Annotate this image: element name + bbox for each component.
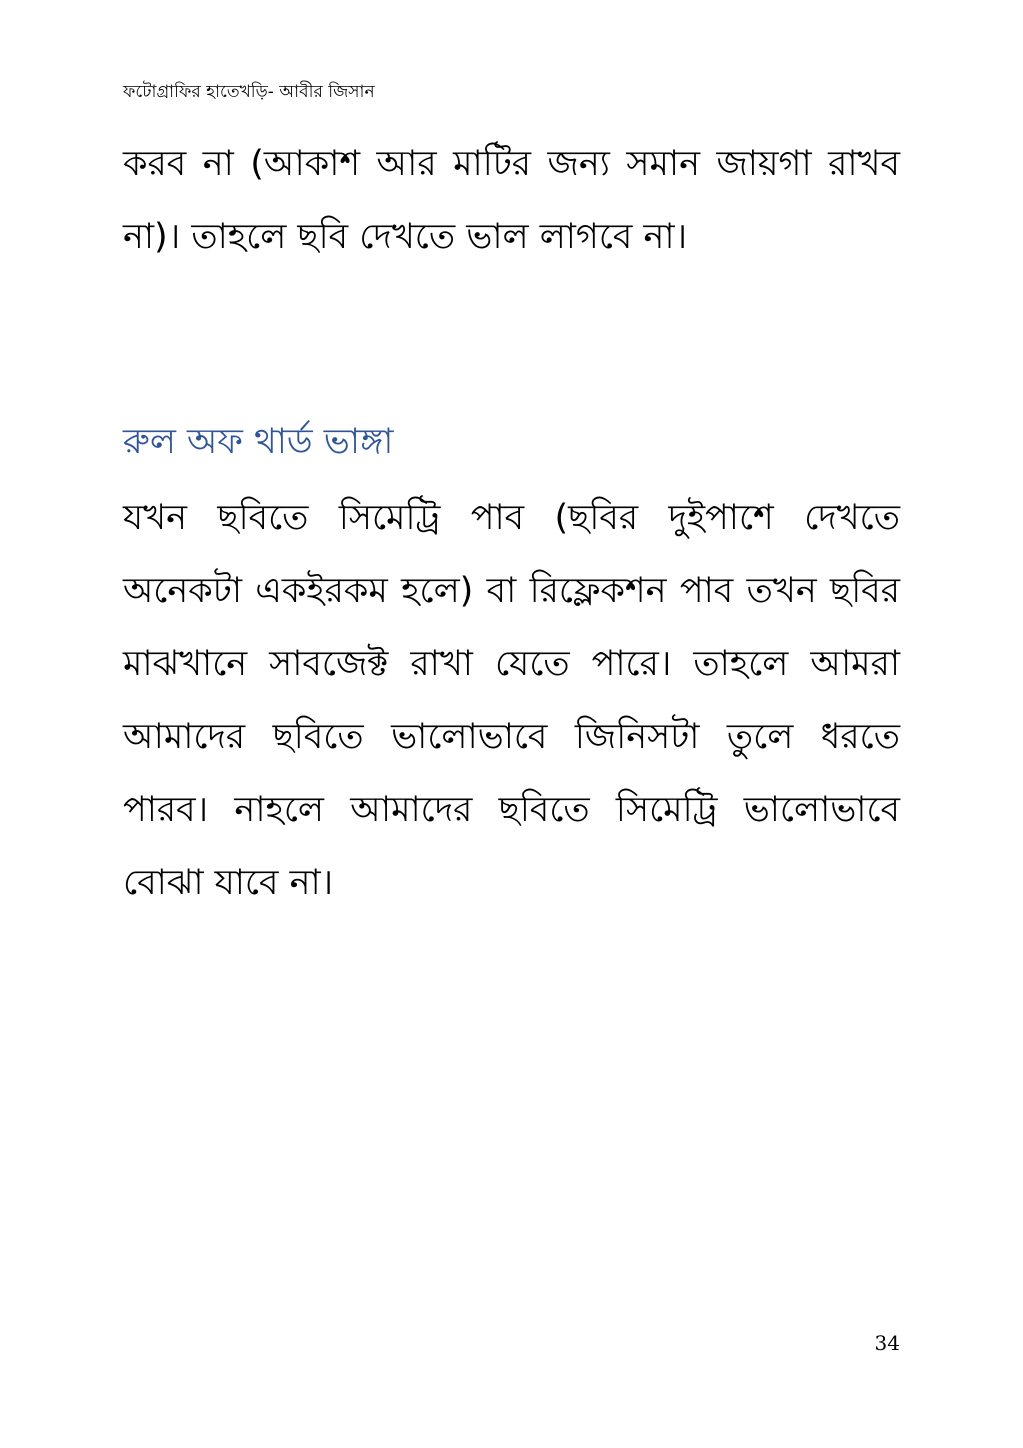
section-heading: রুল অফ থার্ড ভাঙ্গা — [123, 422, 394, 462]
running-header: ফটোগ্রাফির হাতেখড়ি- আবীর জিসান — [123, 82, 375, 102]
body-paragraph-continued: করব না (আকাশ আর মাটির জন্য সমান জায়গা রাখব না)। তাহলে ছবি দেখতে ভাল লাগবে না। — [123, 144, 900, 257]
body-paragraph: যখন ছবিতে সিমেট্রি পাব (ছবির দুইপাশে দেখতে অনেকটা একইরকম হলে) বা রিফ্লেকশন পাব তখন ছবির মাঝখানে সাবজেক্ট রাখা যেতে পারে। তাহলে আমরা আমাদের ছবিতে ভালোভাবে জিনিসটা তুলে ধরতে পারব। নাহলে আমাদের ছবিতে সিমেট্রি ভালোভাবে বোঝা যাবে না। — [123, 498, 900, 903]
page-number: 34 — [874, 1331, 900, 1355]
